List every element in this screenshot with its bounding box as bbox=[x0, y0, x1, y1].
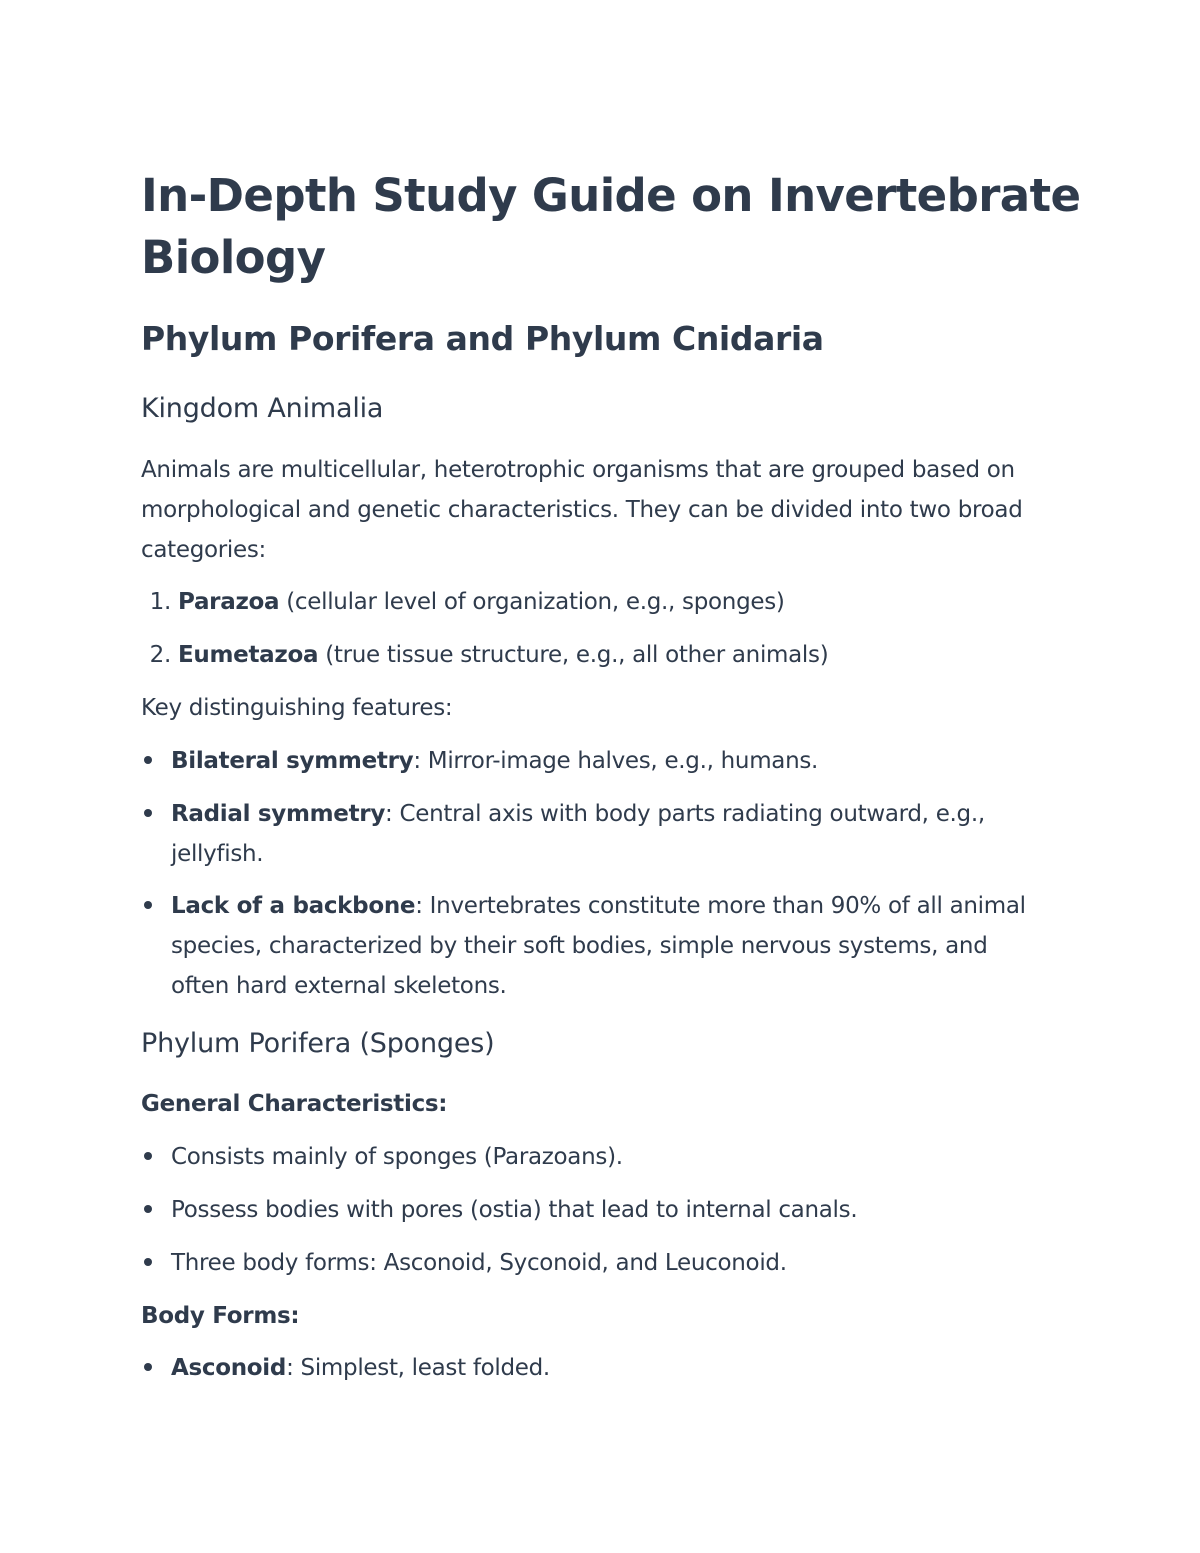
general-label: General Characteristics: bbox=[141, 1091, 448, 1117]
general-text: Possess bodies with pores (ostia) that lead to internal canals. bbox=[171, 1197, 858, 1223]
kingdom-intro: Animals are multicellular, heterotrophic organisms that are grouped based on morphological and genetic characteristics. They can be divided into two broad categories: bbox=[141, 457, 1023, 563]
feature-desc: : Invertebrates constitute more than 90% of all animal species, characterized by their soft bodies, simple nervous systems, and often hard external skeletons. bbox=[171, 893, 1026, 999]
bullet-icon bbox=[144, 809, 152, 817]
category-item-eumetazoa bbox=[141, 635, 1061, 675]
bullet-icon bbox=[144, 1205, 152, 1213]
bullet-icon bbox=[144, 756, 152, 764]
category-term: Parazoa bbox=[178, 589, 280, 615]
feature-desc: : Central axis with body parts radiating outward, e.g., jellyfish. bbox=[171, 801, 985, 867]
category-desc: (true tissue structure, e.g., all other animals) bbox=[318, 642, 829, 668]
feature-item-backbone bbox=[141, 886, 1041, 1006]
bullet-icon bbox=[144, 901, 152, 909]
feature-desc: : Mirror-image halves, e.g., humans. bbox=[413, 748, 819, 774]
category-item-parazoa bbox=[141, 582, 1061, 622]
section-title: Phylum Porifera and Phylum Cnidaria bbox=[141, 319, 824, 358]
feature-item-bilateral bbox=[141, 741, 1041, 781]
general-item bbox=[141, 1190, 1041, 1230]
bullet-icon bbox=[144, 1363, 152, 1371]
form-desc: : Simplest, least folded. bbox=[286, 1355, 550, 1381]
list-number: 1. bbox=[149, 589, 171, 615]
form-item-asconoid bbox=[141, 1348, 1041, 1388]
features-label: Key distinguishing features: bbox=[141, 695, 453, 721]
general-text: Three body forms: Asconoid, Syconoid, and Leuconoid. bbox=[171, 1250, 787, 1276]
general-text: Consists mainly of sponges (Parazoans). bbox=[171, 1144, 623, 1170]
general-item bbox=[141, 1137, 1041, 1177]
forms-label: Body Forms: bbox=[141, 1303, 300, 1329]
document-title: In-Depth Study Guide on Invertebrate Biology bbox=[141, 169, 1081, 284]
feature-item-radial bbox=[141, 794, 1041, 874]
list-number: 2. bbox=[149, 642, 171, 668]
general-item bbox=[141, 1243, 1041, 1283]
category-term: Eumetazoa bbox=[178, 642, 319, 668]
bullet-icon bbox=[144, 1152, 152, 1160]
kingdom-heading: Kingdom Animalia bbox=[141, 393, 384, 424]
form-term: Asconoid bbox=[171, 1355, 287, 1381]
feature-term: Lack of a backbone bbox=[171, 893, 416, 919]
feature-term: Radial symmetry bbox=[171, 801, 386, 827]
bullet-icon bbox=[144, 1258, 152, 1266]
feature-term: Bilateral symmetry bbox=[171, 748, 414, 774]
category-desc: (cellular level of organization, e.g., sponges) bbox=[279, 589, 785, 615]
porifera-heading: Phylum Porifera (Sponges) bbox=[141, 1028, 495, 1059]
